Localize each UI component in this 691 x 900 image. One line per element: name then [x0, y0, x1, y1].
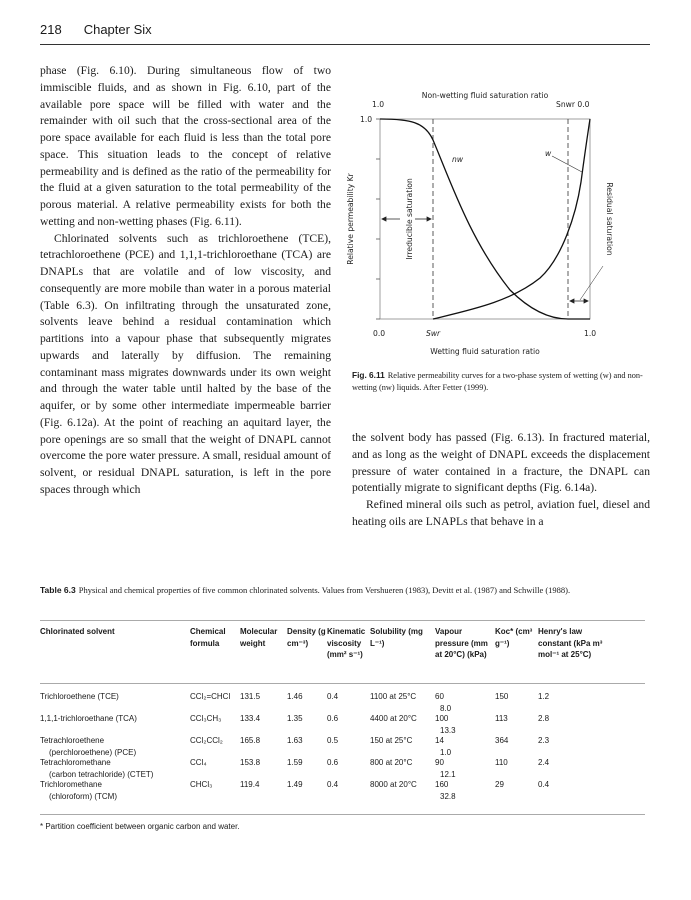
paragraph: Chlorinated solvents such as trichloroethene (TCE), tetrachloroethene (PCE) and 1,1,1-trichloroethane (TCA) are DNAPLs that are volatile and of low viscosity, and consequently are more mobile than water in a porous material (Table 6.3). On infiltrating through the unsaturated zone, solvents leave behind a residual contamination which partitions into a vapour phase that subsequently migrates upwards and laterally by diffusion. The remaining contaminant mass migrates downwards under its own weight and through the water table until halted by the base of the aquifer, or by some other intermediate impermeable barrier (Fig. 6.12a). At the point of reaching an aquitard layer, the pore openings are so small that the weight of DNAPL cannot overcome the pore water pressure. A small, residual amount of solvent, or residual DNAPL saturation, is left in the pore spaces through which — [40, 231, 331, 496]
w-leader — [552, 156, 582, 172]
paragraph: phase (Fig. 6.10). During simultaneous flow of two immiscible fluids, and as shown in Fig. 6.10, part of the available pore space will be filled with water and the remainder with oil such that the cross-sectional area of the pore space available for each fluid is less than the total pore space. This situation leads to the concept of relative permeability and is defined as the ratio of the permeability for the fluid at a given saturation to the total permeability of the porous material. A relative permeability exists for both the wetting and non-wetting phases (Fig. 6.11). — [40, 64, 331, 228]
solubility-cell: 8000 at 20°C — [370, 780, 417, 789]
w-label: w — [545, 149, 552, 158]
x-axis-label: Wetting fluid saturation ratio — [430, 347, 540, 356]
x-swr-tick: Swr — [426, 329, 441, 338]
vp-mm: 160 — [435, 780, 449, 789]
figure-caption — [352, 370, 650, 393]
formula-cell: CHCl₃ — [190, 780, 213, 789]
viscosity-cell: 0.5 — [327, 736, 339, 745]
figure-number: Fig. 6.11 — [352, 370, 385, 380]
top-axis-title: Non-wetting fluid saturation ratio — [421, 91, 549, 100]
solvent-name-cell — [40, 757, 190, 779]
henry-cell: 2.8 — [538, 714, 550, 723]
table-row — [40, 735, 650, 757]
solvent-alias: (perchloroethene) (PCE) — [49, 747, 137, 757]
density-cell: 1.46 — [287, 692, 303, 701]
paragraph: Refined mineral oils such as petrol, aviation fuel, diesel and heating oils are LNAPLs that behave in a — [352, 498, 650, 528]
viscosity-cell: 0.4 — [327, 692, 339, 701]
vapour-pressure-cell — [435, 779, 495, 801]
formula-cell: CCl₂CCl₂ — [190, 736, 223, 745]
henry-cell: 0.4 — [538, 780, 550, 789]
x-left-tick: 0.0 — [373, 329, 386, 338]
table-bottom-rule — [40, 814, 645, 815]
column-header: Kinematic viscosity (mm² s⁻¹) — [327, 627, 366, 659]
viscosity-cell: 0.4 — [327, 780, 339, 789]
nw-label: nw — [452, 155, 464, 164]
y-ticks — [376, 119, 380, 319]
right-column — [352, 430, 650, 531]
henry-cell: 2.4 — [538, 758, 550, 767]
left-column — [40, 63, 331, 499]
column-header: Chlorinated solvent — [40, 627, 115, 636]
density-cell: 1.63 — [287, 736, 303, 745]
density-cell: 1.35 — [287, 714, 303, 723]
caption-text: Relative permeability curves for a two-phase system of wetting (w) and non-wetting (nw) liquids. After Fetter (1999). — [352, 371, 643, 392]
solvent-name-cell — [40, 735, 190, 757]
solubility-cell: 800 at 20°C — [370, 758, 413, 767]
solvent-name: Trichloroethene (TCE) — [40, 692, 119, 701]
vp-kpa: 8.0 — [440, 703, 452, 713]
solvent-properties-table — [40, 626, 650, 801]
residual-label: Residual saturation — [605, 182, 614, 256]
header-rule — [40, 44, 650, 45]
vapour-pressure-cell — [435, 713, 495, 735]
table-header-rule — [40, 683, 645, 684]
vp-mm: 100 — [435, 714, 449, 723]
solubility-cell: 1100 at 25°C — [370, 692, 417, 701]
paragraph: the solvent body has passed (Fig. 6.13). In fractured material, and as long as the weight of DNAPL exceeds the displacement pressure of water contained in a fracture, the DNAPL can potentially migrate to significant depths (Fig. 6.14a). — [352, 431, 650, 495]
table-caption-text: Physical and chemical properties of five common chlorinated solvents. Values from Vershueren (1983), Devitt et al. (1987) and Schwille (1988). — [78, 585, 571, 595]
table-number: Table 6.3 — [40, 585, 76, 595]
density-cell: 1.59 — [287, 758, 303, 767]
solvent-name-cell — [40, 779, 190, 801]
relative-permeability-figure — [340, 90, 630, 370]
solvent-alias: (chloroform) (TCM) — [49, 791, 117, 801]
top-left-tick: 1.0 — [372, 100, 385, 109]
vp-mm: 14 — [435, 736, 444, 745]
table-body — [40, 691, 650, 801]
y-top-tick: 1.0 — [360, 115, 373, 124]
vp-mm: 60 — [435, 692, 444, 701]
mw-cell: 153.8 — [240, 758, 261, 767]
solvent-name: Tetrachloromethane — [40, 758, 111, 767]
solubility-cell: 4400 at 20°C — [370, 714, 417, 723]
table-row — [40, 691, 650, 713]
vp-kpa: 32.8 — [440, 791, 456, 801]
solvent-name: Tetrachloroethene — [40, 736, 105, 745]
column-header: Chemical formula — [190, 627, 226, 648]
residual-arrow — [570, 266, 603, 303]
mw-cell: 165.8 — [240, 736, 261, 745]
vp-kpa: 12.1 — [440, 769, 456, 779]
formula-cell: CCl₂=CHCl — [190, 692, 231, 701]
solvent-name-cell — [40, 691, 190, 713]
column-header: Molecular weight — [240, 627, 278, 648]
top-right-tick: Snwr 0.0 — [556, 100, 590, 109]
koc-cell: 29 — [495, 780, 504, 789]
column-header: Vapour pressure (mm at 20°C) (kPa) — [435, 627, 488, 659]
table-header-row — [40, 626, 650, 683]
irreducible-label: Irreducible saturation — [405, 178, 414, 260]
chapter-title: Chapter Six — [83, 22, 152, 37]
koc-cell: 113 — [495, 714, 508, 723]
vp-kpa: 13.3 — [440, 725, 456, 735]
mw-cell: 119.4 — [240, 780, 260, 789]
column-header: Density (g cm⁻³) — [287, 627, 326, 648]
formula-cell: CCl₃CH₃ — [190, 714, 222, 723]
koc-cell: 150 — [495, 692, 509, 701]
vp-mm: 90 — [435, 758, 444, 767]
column-header: Solubility (mg L⁻¹) — [370, 627, 423, 648]
w-curve — [433, 119, 590, 319]
vp-kpa: 1.0 — [440, 747, 452, 757]
table-row — [40, 779, 650, 801]
koc-cell: 110 — [495, 758, 508, 767]
column-header: Koc* (cm³ g⁻¹) — [495, 627, 533, 648]
solubility-cell: 150 at 25°C — [370, 736, 413, 745]
table-footnote: * Partition coefficient between organic carbon and water. — [40, 822, 240, 831]
koc-cell: 364 — [495, 736, 509, 745]
henry-cell: 1.2 — [538, 692, 550, 701]
mw-cell: 133.4 — [240, 714, 261, 723]
viscosity-cell: 0.6 — [327, 714, 339, 723]
table-top-rule — [40, 620, 645, 621]
density-cell: 1.49 — [287, 780, 303, 789]
table-row — [40, 757, 650, 779]
viscosity-cell: 0.6 — [327, 758, 339, 767]
solvent-name: 1,1,1-trichloroethane (TCA) — [40, 714, 137, 723]
table-caption — [40, 584, 650, 597]
formula-cell: CCl₄ — [190, 758, 207, 767]
y-axis-label: Relative permeability Kr — [346, 173, 355, 265]
vapour-pressure-cell — [435, 735, 495, 757]
table-row — [40, 713, 650, 735]
x-right-tick: 1.0 — [584, 329, 597, 338]
solvent-alias: (carbon tetrachloride) (CTET) — [49, 769, 154, 779]
solvent-name-cell — [40, 713, 190, 735]
henry-cell: 2.3 — [538, 736, 550, 745]
vapour-pressure-cell — [435, 757, 495, 779]
vapour-pressure-cell — [435, 691, 495, 713]
solvent-name: Trichloromethane — [40, 780, 102, 789]
column-header: Henry's law constant (kPa m³ mol⁻¹ at 25°C) — [538, 627, 603, 659]
page-number: 218 — [40, 22, 62, 37]
mw-cell: 131.5 — [240, 692, 261, 701]
running-header — [40, 22, 152, 37]
